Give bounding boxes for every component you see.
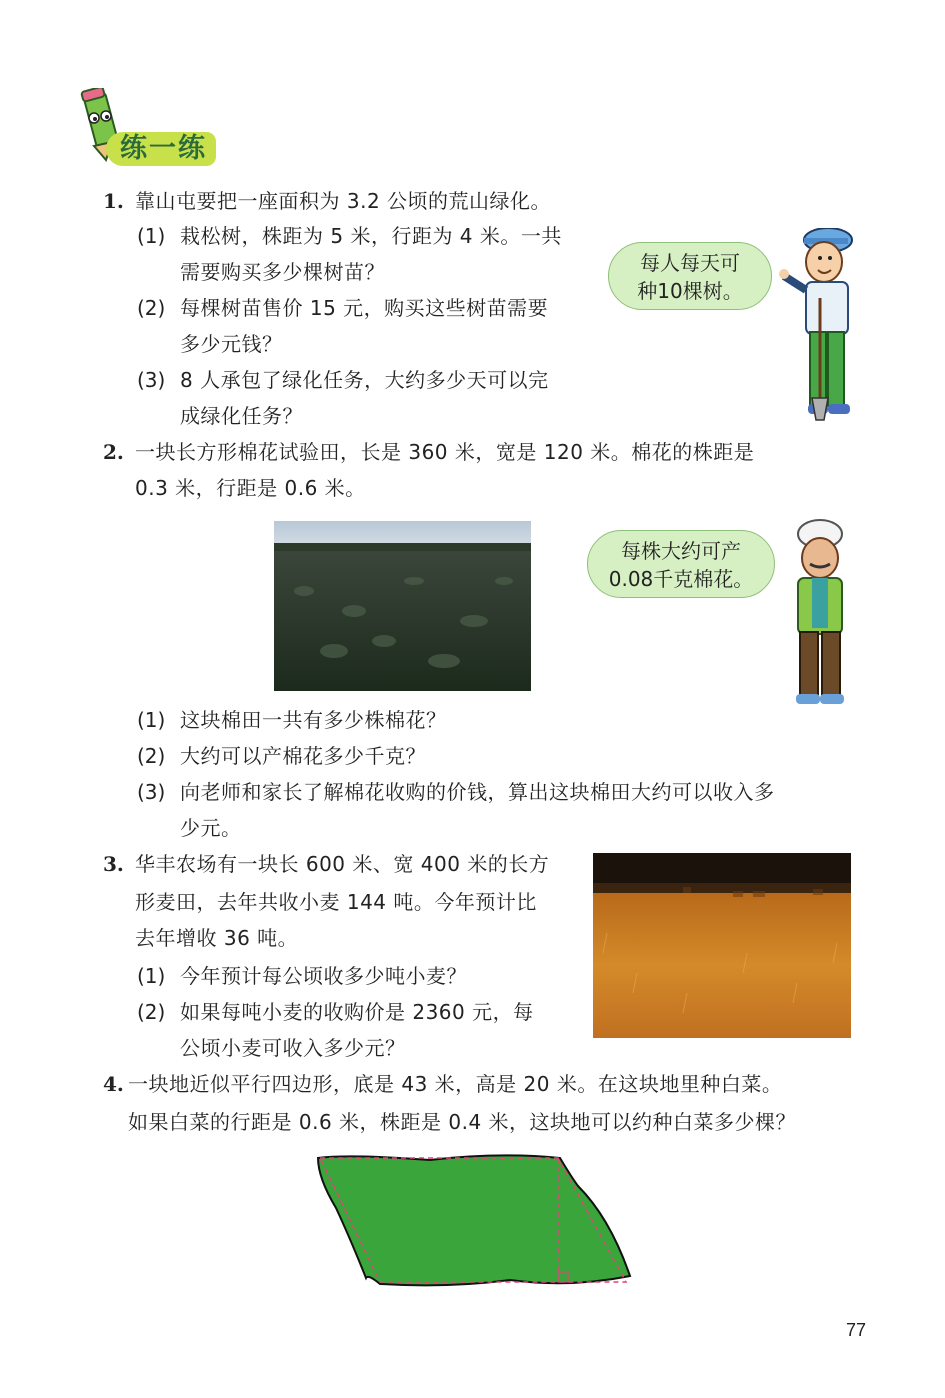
q2-sub1-index: (1) bbox=[137, 708, 166, 732]
q1-sub2-line1: 每棵树苗售价 15 元，购买这些树苗需要 bbox=[180, 296, 549, 320]
q2-bubble-line1: 每株大约可产 bbox=[621, 539, 741, 563]
q2-sub3-line2: 少元。 bbox=[180, 816, 242, 840]
q2-sub3-index: (3) bbox=[137, 780, 166, 804]
q2-bubble-line2: 0.08千克棉花。 bbox=[608, 567, 754, 591]
q2-sub3-line1: 向老师和家长了解棉花收购的价钱，算出这块棉田大约可以收入多 bbox=[180, 780, 775, 804]
q3-number: 3. bbox=[103, 852, 124, 876]
section-header bbox=[72, 88, 222, 170]
header-title: 练一练 bbox=[120, 133, 207, 164]
q3-sub2-line1: 如果每吨小麦的收购价是 2360 元，每 bbox=[180, 1000, 534, 1024]
q3-sub1-index: (1) bbox=[137, 964, 166, 988]
q2-speech-bubble bbox=[587, 530, 775, 598]
q4-line2: 如果白菜的行距是 0.6 米，株距是 0.4 米，这块地可以约种白菜多少棵？ bbox=[128, 1110, 797, 1134]
q3-sub1-line1: 今年预计每公顷收多少吨小麦？ bbox=[180, 964, 467, 988]
q1-stem: 靠山屯要把一座面积为 3.2 公顷的荒山绿化。 bbox=[135, 189, 552, 213]
wheat-field-photo bbox=[593, 853, 851, 1038]
q2-sub2-index: (2) bbox=[137, 744, 166, 768]
boy-with-shovel-icon bbox=[776, 228, 866, 424]
q2-sub2-line1: 大约可以产棉花多少千克？ bbox=[180, 744, 426, 768]
q2-number: 2. bbox=[103, 440, 124, 464]
q1-bubble-line1: 每人每天可 bbox=[640, 251, 740, 275]
q1-number: 1. bbox=[103, 189, 124, 213]
q1-sub2-index: (2) bbox=[137, 296, 166, 320]
q1-sub3-line1: 8 人承包了绿化任务，大约多少天可以完 bbox=[180, 368, 549, 392]
q1-sub1-line2: 需要购买多少棵树苗？ bbox=[180, 260, 385, 284]
q3-line3: 去年增收 36 吨。 bbox=[135, 926, 299, 950]
page-number: 77 bbox=[846, 1320, 867, 1340]
q2-line1: 一块长方形棉花试验田，长是 360 米，宽是 120 米。棉花的株距是 bbox=[135, 440, 755, 464]
q1-sub2-line2: 多少元钱？ bbox=[180, 332, 283, 356]
q3-line2: 形麦田，去年共收小麦 144 吨。今年预计比 bbox=[135, 890, 537, 914]
q4-number: 4. bbox=[103, 1072, 124, 1096]
q1-sub3-index: (3) bbox=[137, 368, 166, 392]
q1-bubble-line2: 种10棵树。 bbox=[637, 279, 743, 303]
q3-sub2-line2: 公顷小麦可收入多少元？ bbox=[180, 1036, 406, 1060]
q1-speech-bubble bbox=[608, 242, 772, 310]
q4-line1: 一块地近似平行四边形，底是 43 米，高是 20 米。在这块地里种白菜。 bbox=[128, 1072, 783, 1096]
q1-sub1-line1: 栽松树，株距为 5 米，行距为 4 米。一共 bbox=[180, 224, 562, 248]
q3-line1: 华丰农场有一块长 600 米、宽 400 米的长方 bbox=[135, 852, 550, 876]
q2-sub1-line1: 这块棉田一共有多少株棉花？ bbox=[180, 708, 447, 732]
parallelogram-field-diagram bbox=[310, 1148, 638, 1294]
cotton-field-photo bbox=[274, 521, 531, 691]
q1-sub1-index: (1) bbox=[137, 224, 166, 248]
q3-sub2-index: (2) bbox=[137, 1000, 166, 1024]
farmer-figure-icon bbox=[782, 516, 858, 710]
q1-sub3-line2: 成绿化任务？ bbox=[180, 404, 303, 428]
q2-line2: 0.3 米，行距是 0.6 米。 bbox=[135, 476, 366, 500]
